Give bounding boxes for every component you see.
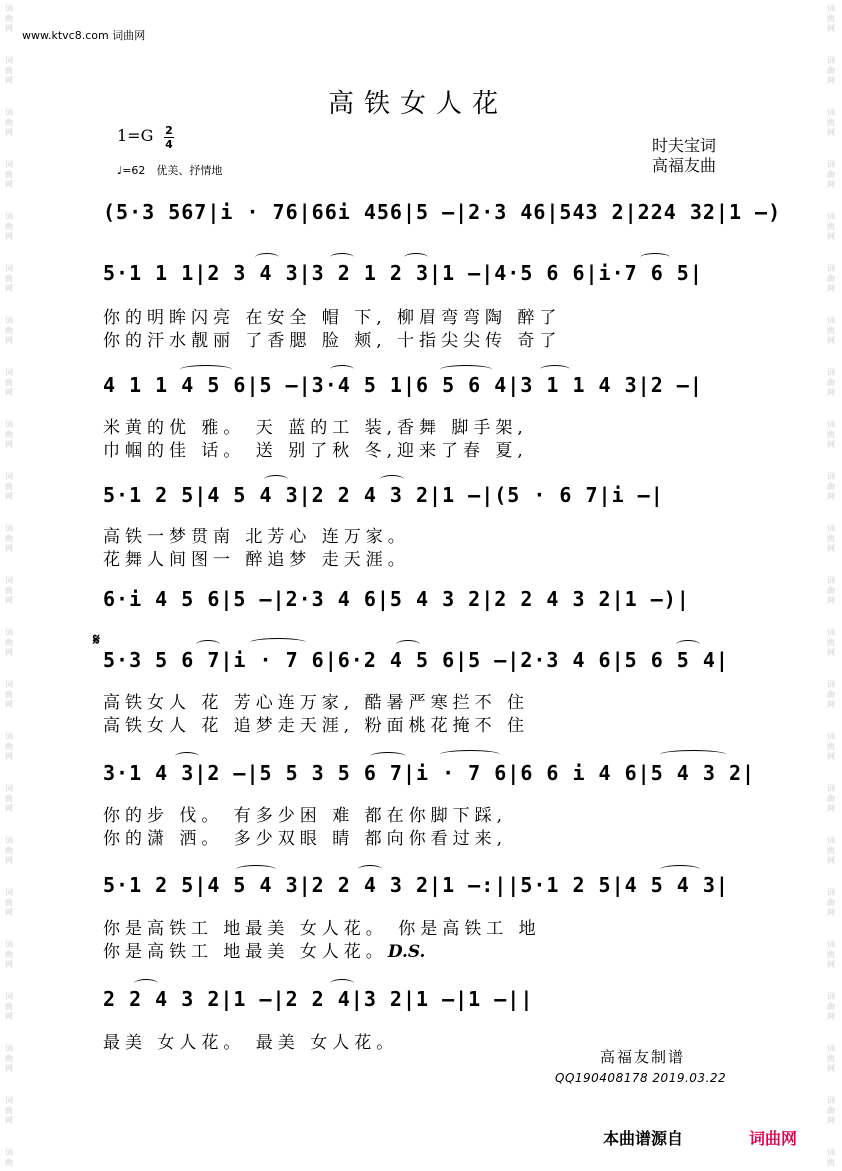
watermark-glyph: 曲: [5, 274, 13, 283]
source-label: 本曲谱源自: [603, 1129, 684, 1148]
watermark-glyph: 词: [827, 940, 835, 949]
watermark-glyph: 网: [827, 180, 835, 189]
watermark-glyph: 词: [5, 472, 13, 481]
watermark-glyph: 网: [827, 596, 835, 605]
watermark-glyph: 词: [5, 212, 13, 221]
watermark-glyph: 词: [827, 316, 835, 325]
watermark-glyph: 网: [5, 596, 13, 605]
lyric-line-3b: 花舞人间图一 醉追梦 走天涯。: [103, 550, 410, 570]
watermark-glyph: 曲: [827, 534, 835, 543]
watermark-glyph: 词: [5, 784, 13, 793]
lyric-line-6b-text: 你是高铁工 地最美 女人花。: [103, 942, 388, 962]
watermark-glyph: 网: [827, 1116, 835, 1125]
slur: [330, 253, 354, 262]
watermark-glyph: 曲: [5, 898, 13, 907]
lyric-line-6a: 你是高铁工 地最美 女人花。 你是高铁工 地: [103, 919, 541, 939]
watermark-glyph: 词: [827, 732, 835, 741]
watermark-glyph: 词: [827, 472, 835, 481]
score-line-1: (5·3 567|i · 76|66i 456|5 –|2·3 46|543 2|224 32|1 –): [103, 200, 782, 224]
contact-date: QQ190408178 2019.03.22: [555, 1071, 727, 1085]
watermark-glyph: 词: [5, 628, 13, 637]
watermark-glyph: 词: [5, 940, 13, 949]
watermark-glyph: 网: [5, 180, 13, 189]
watermark-glyph: 词: [827, 680, 835, 689]
watermark-glyph: 网: [5, 76, 13, 85]
watermark-glyph: 网: [827, 752, 835, 761]
watermark-glyph: 网: [827, 804, 835, 813]
watermark-glyph: 词: [827, 628, 835, 637]
slur: [640, 253, 670, 262]
watermark-glyph: 曲: [5, 66, 13, 75]
watermark-glyph: 曲: [827, 430, 835, 439]
watermark-glyph: 曲: [827, 66, 835, 75]
watermark-glyph: 词: [5, 732, 13, 741]
watermark-glyph: 网: [5, 752, 13, 761]
watermark-glyph: 曲: [5, 950, 13, 959]
watermark-glyph: 曲: [5, 430, 13, 439]
slur: [175, 752, 199, 761]
watermark-glyph: 网: [827, 76, 835, 85]
watermark-glyph: 词: [5, 1096, 13, 1105]
watermark-glyph: 曲: [827, 586, 835, 595]
lyric-line-2a: 米黄的优 雅。 天 蓝的工 装,香舞 脚手架,: [103, 418, 528, 438]
watermark-glyph: 词: [5, 420, 13, 429]
slur: [255, 253, 279, 262]
watermark-glyph: 网: [5, 648, 13, 657]
score-line-4: 5·1 2 5|4 5 4 3|2 2 4 3 2|1 –|(5 · 6 7|i –|: [103, 483, 664, 507]
watermark-glyph: 词: [5, 888, 13, 897]
watermark-glyph: 词: [827, 212, 835, 221]
watermark-glyph: 曲: [827, 118, 835, 127]
watermark-glyph: 网: [827, 908, 835, 917]
key-signature: 1=G: [117, 126, 154, 145]
watermark-glyph: 曲: [827, 950, 835, 959]
watermark-glyph: 网: [5, 24, 13, 33]
watermark-glyph: 网: [5, 492, 13, 501]
watermark-glyph: 曲: [827, 690, 835, 699]
lyric-line-7: 最美 女人花。 最美 女人花。: [103, 1033, 399, 1053]
watermark-glyph: 网: [5, 128, 13, 137]
slur: [676, 640, 700, 649]
watermark-glyph: 曲: [827, 846, 835, 855]
source-brand-link[interactable]: 词曲网: [749, 1129, 798, 1148]
lyric-line-4a: 高铁女人 花 芳心连万家, 酷暑严寒拦不 住: [103, 693, 530, 713]
watermark-glyph: 词: [5, 1148, 13, 1157]
watermark-glyph: 曲: [5, 222, 13, 231]
watermark-glyph: 网: [5, 908, 13, 917]
watermark-glyph: 词: [827, 784, 835, 793]
lyric-line-6b: [103, 937, 425, 962]
watermark-glyph: 曲: [5, 482, 13, 491]
lyric-line-2b: 巾帼的佳 话。 送 别了秋 冬,迎来了春 夏,: [103, 441, 528, 461]
watermark-glyph: 网: [827, 700, 835, 709]
watermark-glyph: 曲: [827, 170, 835, 179]
watermark-glyph: 网: [827, 24, 835, 33]
watermark-glyph: 曲: [827, 1158, 835, 1167]
watermark-glyph: 网: [827, 856, 835, 865]
watermark-glyph: 曲: [827, 1106, 835, 1115]
watermark-glyph: 曲: [827, 898, 835, 907]
lyric-line-1a: 你的明眸闪亮 在安全 帽 下, 柳眉弯弯陶 醉了: [103, 308, 562, 328]
watermark-glyph: 词: [5, 992, 13, 1001]
watermark-glyph: 网: [827, 440, 835, 449]
watermark-glyph: 词: [827, 888, 835, 897]
lyric-line-5a: 你的步 伐。 有多少困 难 都在你脚下踩,: [103, 806, 508, 826]
watermark-glyph: 网: [5, 232, 13, 241]
watermark-glyph: 词: [5, 160, 13, 169]
watermark-glyph: 网: [5, 284, 13, 293]
time-signature-top: 2: [165, 124, 173, 137]
score-line-3: 4 1 1 4 5 6|5 –|3·4 5 1|6 5 6 4|3 1 1 4 3|2 –|: [103, 373, 703, 397]
watermark-glyph: 曲: [5, 118, 13, 127]
watermark-glyph: 词: [827, 108, 835, 117]
watermark-glyph: 词: [827, 836, 835, 845]
watermark-glyph: 词: [5, 1044, 13, 1053]
watermark-glyph: 曲: [5, 378, 13, 387]
watermark-glyph: 词: [5, 576, 13, 585]
watermark-glyph: 词: [5, 524, 13, 533]
site-header: [22, 27, 145, 43]
watermark-glyph: 词: [5, 316, 13, 325]
watermark-glyph: 曲: [5, 794, 13, 803]
site-name: 词曲网: [112, 29, 146, 42]
lyric-line-1b: 你的汗水靓丽 了香腮 脸 颊, 十指尖尖传 奇了: [103, 331, 562, 351]
watermark-glyph: 曲: [827, 1002, 835, 1011]
slur: [358, 865, 382, 874]
watermark-glyph: 曲: [5, 534, 13, 543]
watermark-glyph: 网: [827, 1064, 835, 1073]
watermark-glyph: 曲: [5, 1002, 13, 1011]
time-signature: [164, 125, 174, 150]
lyricist-credit: 时夫宝词: [652, 136, 717, 155]
slur: [196, 640, 220, 649]
watermark-glyph: 曲: [827, 794, 835, 803]
score-line-8: 5·1 2 5|4 5 4 3|2 2 4 3 2|1 –:||5·1 2 5|4 5 4 3|: [103, 873, 729, 897]
slur: [660, 865, 700, 874]
slur: [540, 365, 570, 374]
slur: [404, 253, 428, 262]
song-title: 高铁女人花: [328, 89, 509, 119]
watermark-glyph: 网: [827, 284, 835, 293]
watermark-glyph: 词: [5, 680, 13, 689]
watermark-glyph: 网: [5, 388, 13, 397]
watermark-glyph: 词: [5, 4, 13, 13]
watermark-glyph: 词: [827, 160, 835, 169]
watermark-glyph: 曲: [5, 586, 13, 595]
slur: [380, 475, 404, 484]
watermark-glyph: 网: [5, 960, 13, 969]
slur: [330, 365, 354, 374]
watermark-glyph: 词: [827, 992, 835, 1001]
watermark-glyph: 网: [827, 648, 835, 657]
score-line-7: 3·1 4 3|2 –|5 5 3 5 6 7|i · 7 6|6 6 i 4 6|5 4 3 2|: [103, 761, 756, 785]
score-line-5: 6·i 4 5 6|5 –|2·3 4 6|5 4 3 2|2 2 4 3 2|1 –)|: [103, 587, 690, 611]
watermark-glyph: 词: [827, 264, 835, 273]
watermark-glyph: 网: [5, 856, 13, 865]
segno-sign: 𝄋: [93, 630, 100, 649]
watermark-glyph: 词: [5, 108, 13, 117]
watermark-glyph: 词: [5, 836, 13, 845]
watermark-glyph: 曲: [827, 638, 835, 647]
slur: [440, 750, 500, 759]
slur: [264, 475, 288, 484]
watermark-glyph: 网: [827, 128, 835, 137]
transcriber-credit: 高福友制谱: [600, 1048, 686, 1066]
score-line-2: 5·1 1 1|2 3 4 3|3 2 1 2 3|1 –|4·5 6 6|i·7 6 5|: [103, 261, 703, 285]
left-watermark-strip: [0, 0, 18, 1171]
watermark-glyph: 词: [5, 264, 13, 273]
watermark-glyph: 网: [5, 1064, 13, 1073]
watermark-glyph: 词: [827, 524, 835, 533]
watermark-glyph: 曲: [5, 14, 13, 23]
watermark-glyph: 词: [827, 576, 835, 585]
lyric-line-4b: 高铁女人 花 追梦走天涯, 粉面桃花掩不 住: [103, 716, 530, 736]
watermark-glyph: 曲: [827, 326, 835, 335]
lyric-line-3a: 高铁一梦贯南 北芳心 连万家。: [103, 527, 410, 547]
watermark-glyph: 曲: [827, 1054, 835, 1063]
watermark-glyph: 曲: [5, 638, 13, 647]
score-line-9: 2 2 4 3 2|1 –|2 2 4|3 2|1 –|1 –||: [103, 987, 534, 1011]
slur: [180, 365, 232, 374]
watermark-glyph: 网: [827, 544, 835, 553]
watermark-glyph: 曲: [827, 14, 835, 23]
watermark-glyph: 网: [5, 1116, 13, 1125]
watermark-glyph: 网: [5, 804, 13, 813]
watermark-glyph: 词: [827, 420, 835, 429]
lyric-line-5b: 你的潇 洒。 多少双眼 睛 都向你看过来,: [103, 829, 508, 849]
slur: [396, 640, 420, 649]
watermark-glyph: 曲: [5, 1054, 13, 1063]
watermark-glyph: 曲: [827, 378, 835, 387]
watermark-glyph: 网: [5, 700, 13, 709]
watermark-glyph: 曲: [5, 742, 13, 751]
slur: [236, 865, 276, 874]
slur: [660, 750, 726, 759]
watermark-glyph: 曲: [5, 326, 13, 335]
watermark-glyph: 词: [827, 368, 835, 377]
watermark-glyph: 词: [5, 368, 13, 377]
right-watermark-strip: [822, 0, 840, 1171]
slur: [134, 979, 158, 988]
watermark-glyph: 词: [827, 4, 835, 13]
watermark-glyph: 词: [827, 1044, 835, 1053]
slur: [440, 365, 492, 374]
watermark-glyph: 网: [827, 232, 835, 241]
slur: [370, 752, 406, 761]
slur: [330, 979, 354, 988]
watermark-glyph: 词: [827, 56, 835, 65]
watermark-glyph: 词: [827, 1148, 835, 1157]
watermark-glyph: 网: [5, 544, 13, 553]
watermark-glyph: 曲: [5, 1106, 13, 1115]
watermark-glyph: 网: [827, 388, 835, 397]
watermark-glyph: 曲: [827, 742, 835, 751]
site-url[interactable]: www.ktvc8.com: [22, 29, 109, 42]
composer-credit: 高福友曲: [652, 156, 717, 175]
time-signature-bottom: 4: [165, 138, 173, 151]
watermark-glyph: 曲: [827, 222, 835, 231]
dal-segno-marking: D.S.: [387, 942, 426, 962]
watermark-glyph: 曲: [5, 690, 13, 699]
watermark-glyph: 词: [5, 56, 13, 65]
watermark-glyph: 曲: [5, 170, 13, 179]
watermark-glyph: 曲: [5, 1158, 13, 1167]
watermark-glyph: 网: [5, 1012, 13, 1021]
watermark-glyph: 曲: [827, 274, 835, 283]
watermark-glyph: 网: [5, 440, 13, 449]
watermark-glyph: 词: [827, 1096, 835, 1105]
slur: [250, 638, 306, 647]
watermark-glyph: 网: [827, 1012, 835, 1021]
watermark-glyph: 网: [827, 960, 835, 969]
watermark-glyph: 网: [827, 492, 835, 501]
watermark-glyph: 曲: [827, 482, 835, 491]
tempo-marking: ♩=62 优美、抒情地: [117, 164, 223, 177]
score-line-6: 5·3 5 6 7|i · 7 6|6·2 4 5 6|5 –|2·3 4 6|5 6 5 4|: [103, 648, 729, 672]
watermark-glyph: 曲: [5, 846, 13, 855]
watermark-glyph: 网: [827, 336, 835, 345]
watermark-glyph: 网: [5, 336, 13, 345]
